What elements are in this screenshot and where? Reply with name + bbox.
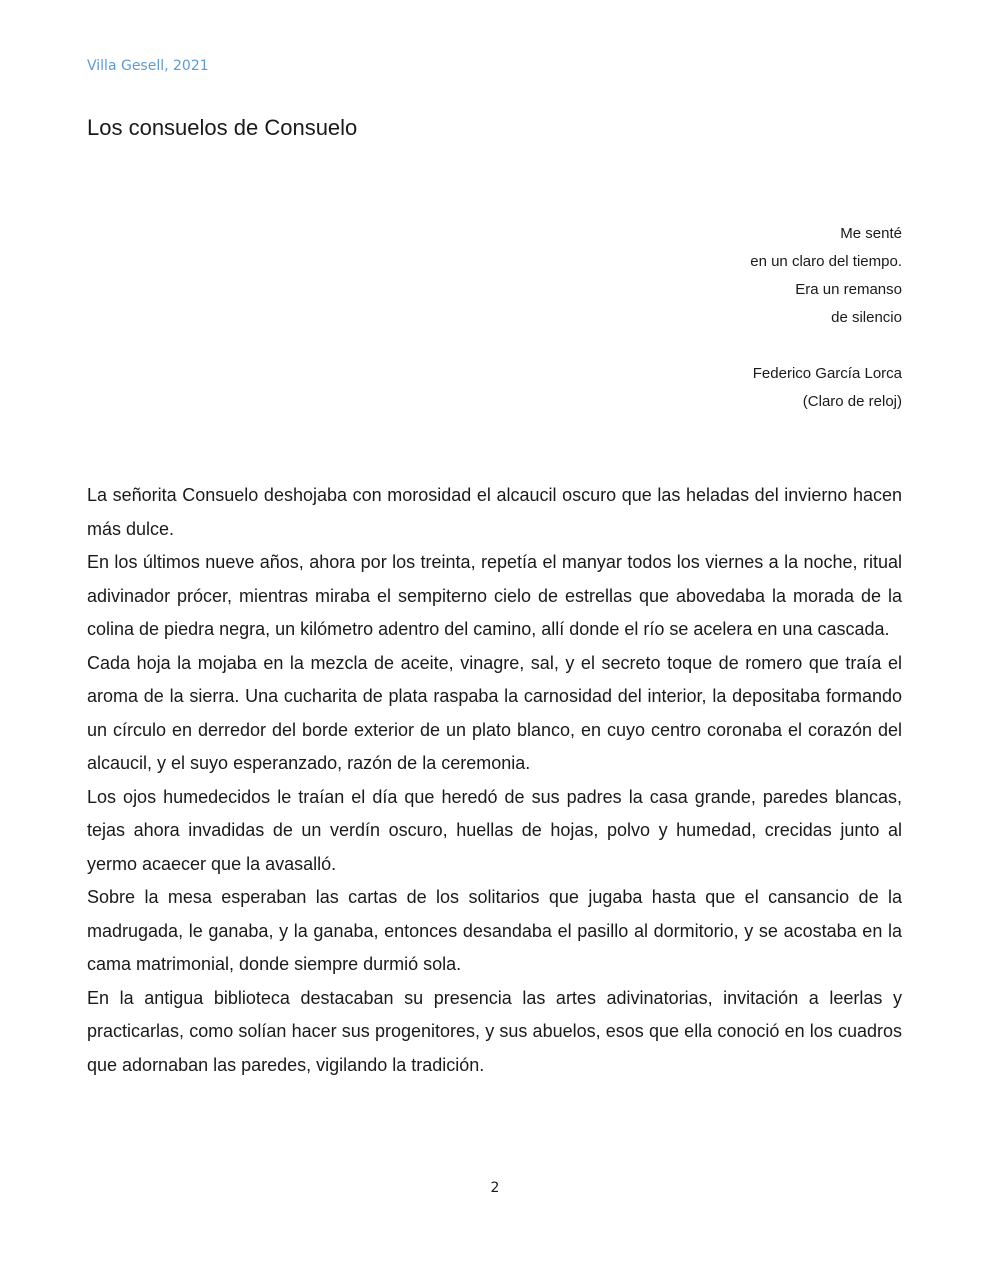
paragraph: En la antigua biblioteca destacaban su presencia las artes adivinatorias, invitación a leerlas y practicarlas, como solían hacer sus progenitores, y sus abuelos, esos que ella conoció en los cuadros que adornaban las paredes, vigilando la tradición. xyxy=(87,987,902,1075)
epigraph-source: (Claro de reloj) xyxy=(802,393,902,410)
paragraph: Los ojos humedecidos le traían el día que heredó de sus padres la casa grande, paredes blancas, tejas ahora invadidas de un verdín oscuro, huellas de hojas, polvo y humedad, crecidas junto al yermo acaecer que la avasalló. xyxy=(87,786,902,874)
epigraph-line: en un claro del tiempo. xyxy=(750,253,902,270)
header-place-date: Villa Gesell, 2021 xyxy=(87,58,209,74)
epigraph-line: de silencio xyxy=(831,309,902,326)
paragraph: Sobre la mesa esperaban las cartas de los solitarios que jugaba hasta que el cansancio de la madrugada, le ganaba, y la ganaba, entonces desandaba el pasillo al dormitorio, y se acostaba en la cama matrimonial, donde siempre durmió sola. xyxy=(87,887,902,974)
page-title: Los consuelos de Consuelo xyxy=(87,115,358,140)
page-number: 2 xyxy=(490,1180,500,1196)
epigraph-line: Era un remanso xyxy=(795,281,902,298)
story-body xyxy=(87,479,902,1082)
paragraph: Cada hoja la mojaba en la mezcla de aceite, vinagre, sal, y el secreto toque de romero que traía el aroma de la sierra. Una cucharita de plata raspaba la carnosidad del interior, la depositaba formando un círculo en derredor del borde exterior de un plato blanco, en cuyo centro coronaba el corazón del alcaucil, y el suyo esperanzado, razón de la ceremonia. xyxy=(87,652,902,773)
epigraph-line: Me senté xyxy=(840,225,902,242)
epigraph-author: Federico García Lorca xyxy=(752,365,902,382)
epigraph xyxy=(750,220,902,416)
paragraph: La señorita Consuelo deshojaba con morosidad el alcaucil oscuro que las heladas del invierno hacen más dulce. xyxy=(87,485,902,539)
paragraph: En los últimos nueve años, ahora por los treinta, repetía el manyar todos los viernes a la noche, ritual adivinador prócer, mientras miraba el sempiterno cielo de estrellas que abovedaba la morada de la colina de piedra negra, un kilómetro adentro del camino, allí donde el río se acelera en una cascada. xyxy=(87,552,902,639)
epigraph-spacer xyxy=(750,332,902,360)
